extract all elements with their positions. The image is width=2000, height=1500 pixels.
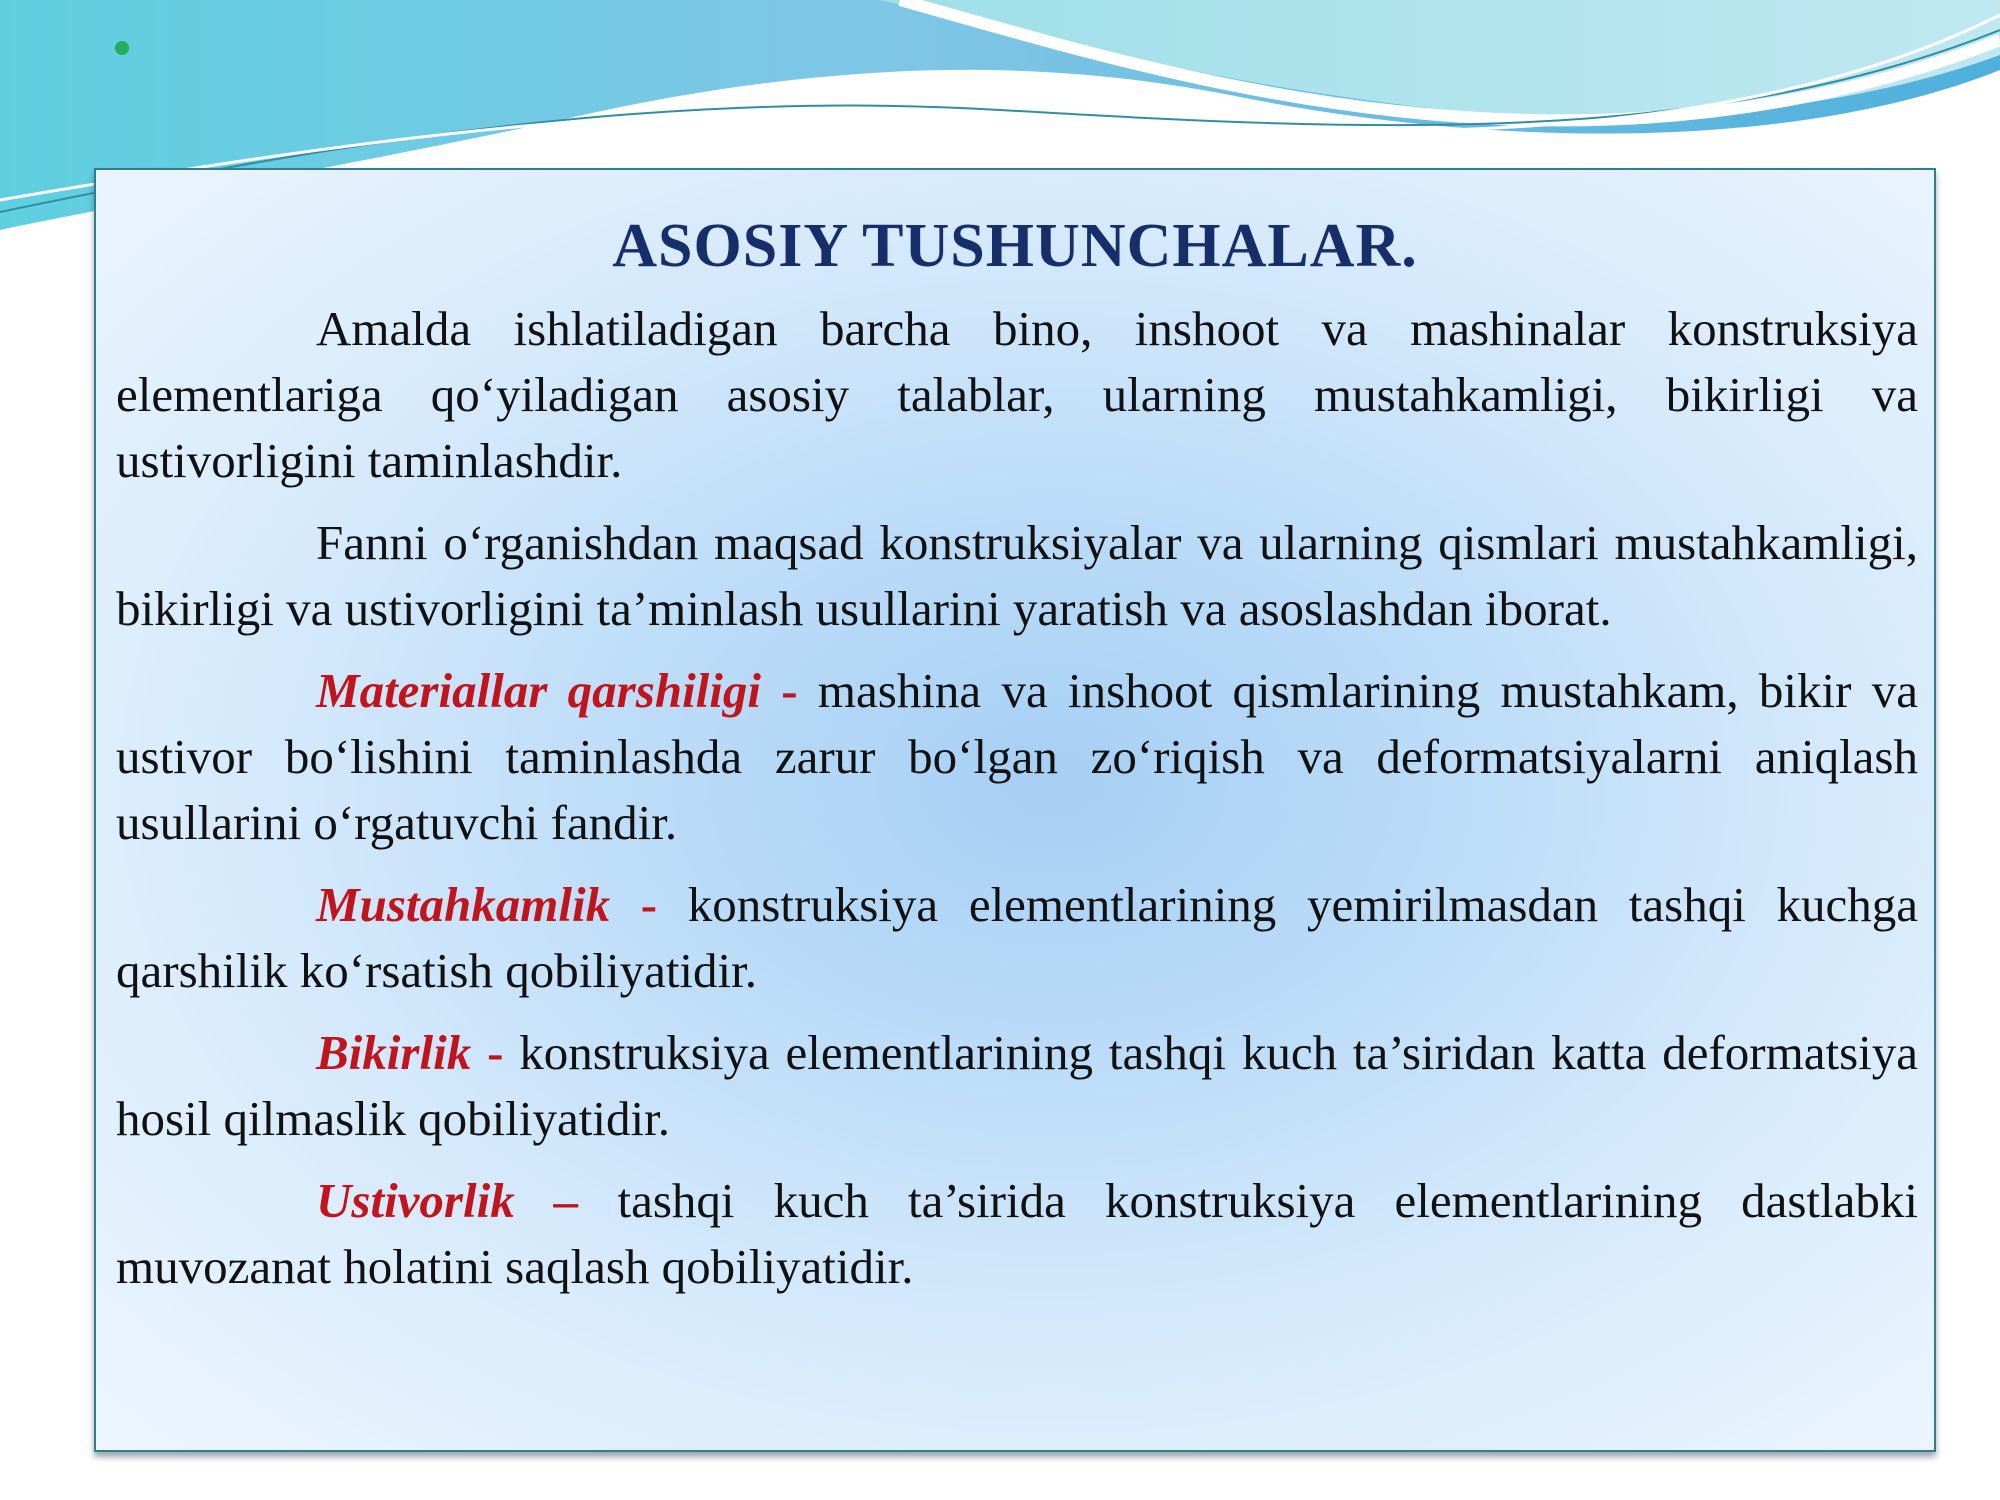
paragraph-list <box>116 296 1918 1316</box>
content-box <box>94 168 1936 1452</box>
definition-text: konstruksiya elementlarining tashqi kuch ta’siridan katta deformatsiya hosil qilmaslik qobiliyatidir. <box>116 1025 1918 1146</box>
term-materiallar-qarshiligi: Materiallar qarshiligi <box>316 663 762 718</box>
slide-title: ASOSIY TUSHUNCHALAR. <box>612 212 1418 280</box>
definition-text: mashina va inshoot qismlarining mustahkam, bikir va ustivor bo‘lishini taminlashda zarur bo‘lgan zo‘riqish va deformatsiyalarni aniqlash usullarini o‘rgatuvchi fandir. <box>116 663 1918 850</box>
term-dash: - <box>471 1025 520 1080</box>
paragraph-goal <box>116 510 1918 642</box>
definition-text: tashqi kuch ta’sirida konstruksiya elementlarining dastlabki muvozanat holatini saqlash qobiliyatidir. <box>116 1173 1919 1294</box>
term-dash: – <box>514 1173 618 1228</box>
definition-text: konstruksiya elementlarining yemirilmasdan tashqi kuchga qarshilik ko‘rsatish qobiliyatidir. <box>116 877 1918 998</box>
term-dash: - <box>610 877 688 932</box>
paragraph-goal-text: Fanni o‘rganishdan maqsad konstruksiyalar va ularning qismlari mustahkamligi, bikirligi va ustivorligini ta’minlash usullarini yaratish va asoslashdan iborat. <box>116 515 1918 636</box>
definition-mustahkamlik <box>116 872 1918 1004</box>
definition-ustivorlik <box>116 1168 1918 1300</box>
definition-materiallar-qarshiligi <box>116 658 1918 856</box>
term-bikirlik: Bikirlik <box>316 1025 472 1080</box>
bullet-dot-icon <box>115 41 129 55</box>
term-mustahkamlik: Mustahkamlik <box>316 877 611 932</box>
paragraph-intro <box>116 296 1918 494</box>
definition-bikirlik <box>116 1020 1918 1152</box>
term-dash: - <box>761 663 818 718</box>
term-ustivorlik: Ustivorlik <box>316 1173 515 1228</box>
paragraph-intro-text: Amalda ishlatiladigan barcha bino, inshoot va mashinalar konstruksiya elementlariga qo‘yiladigan asosiy talablar, ularning mustahkamligi, bikirligi va ustivorligini taminlashdir. <box>116 301 1918 488</box>
